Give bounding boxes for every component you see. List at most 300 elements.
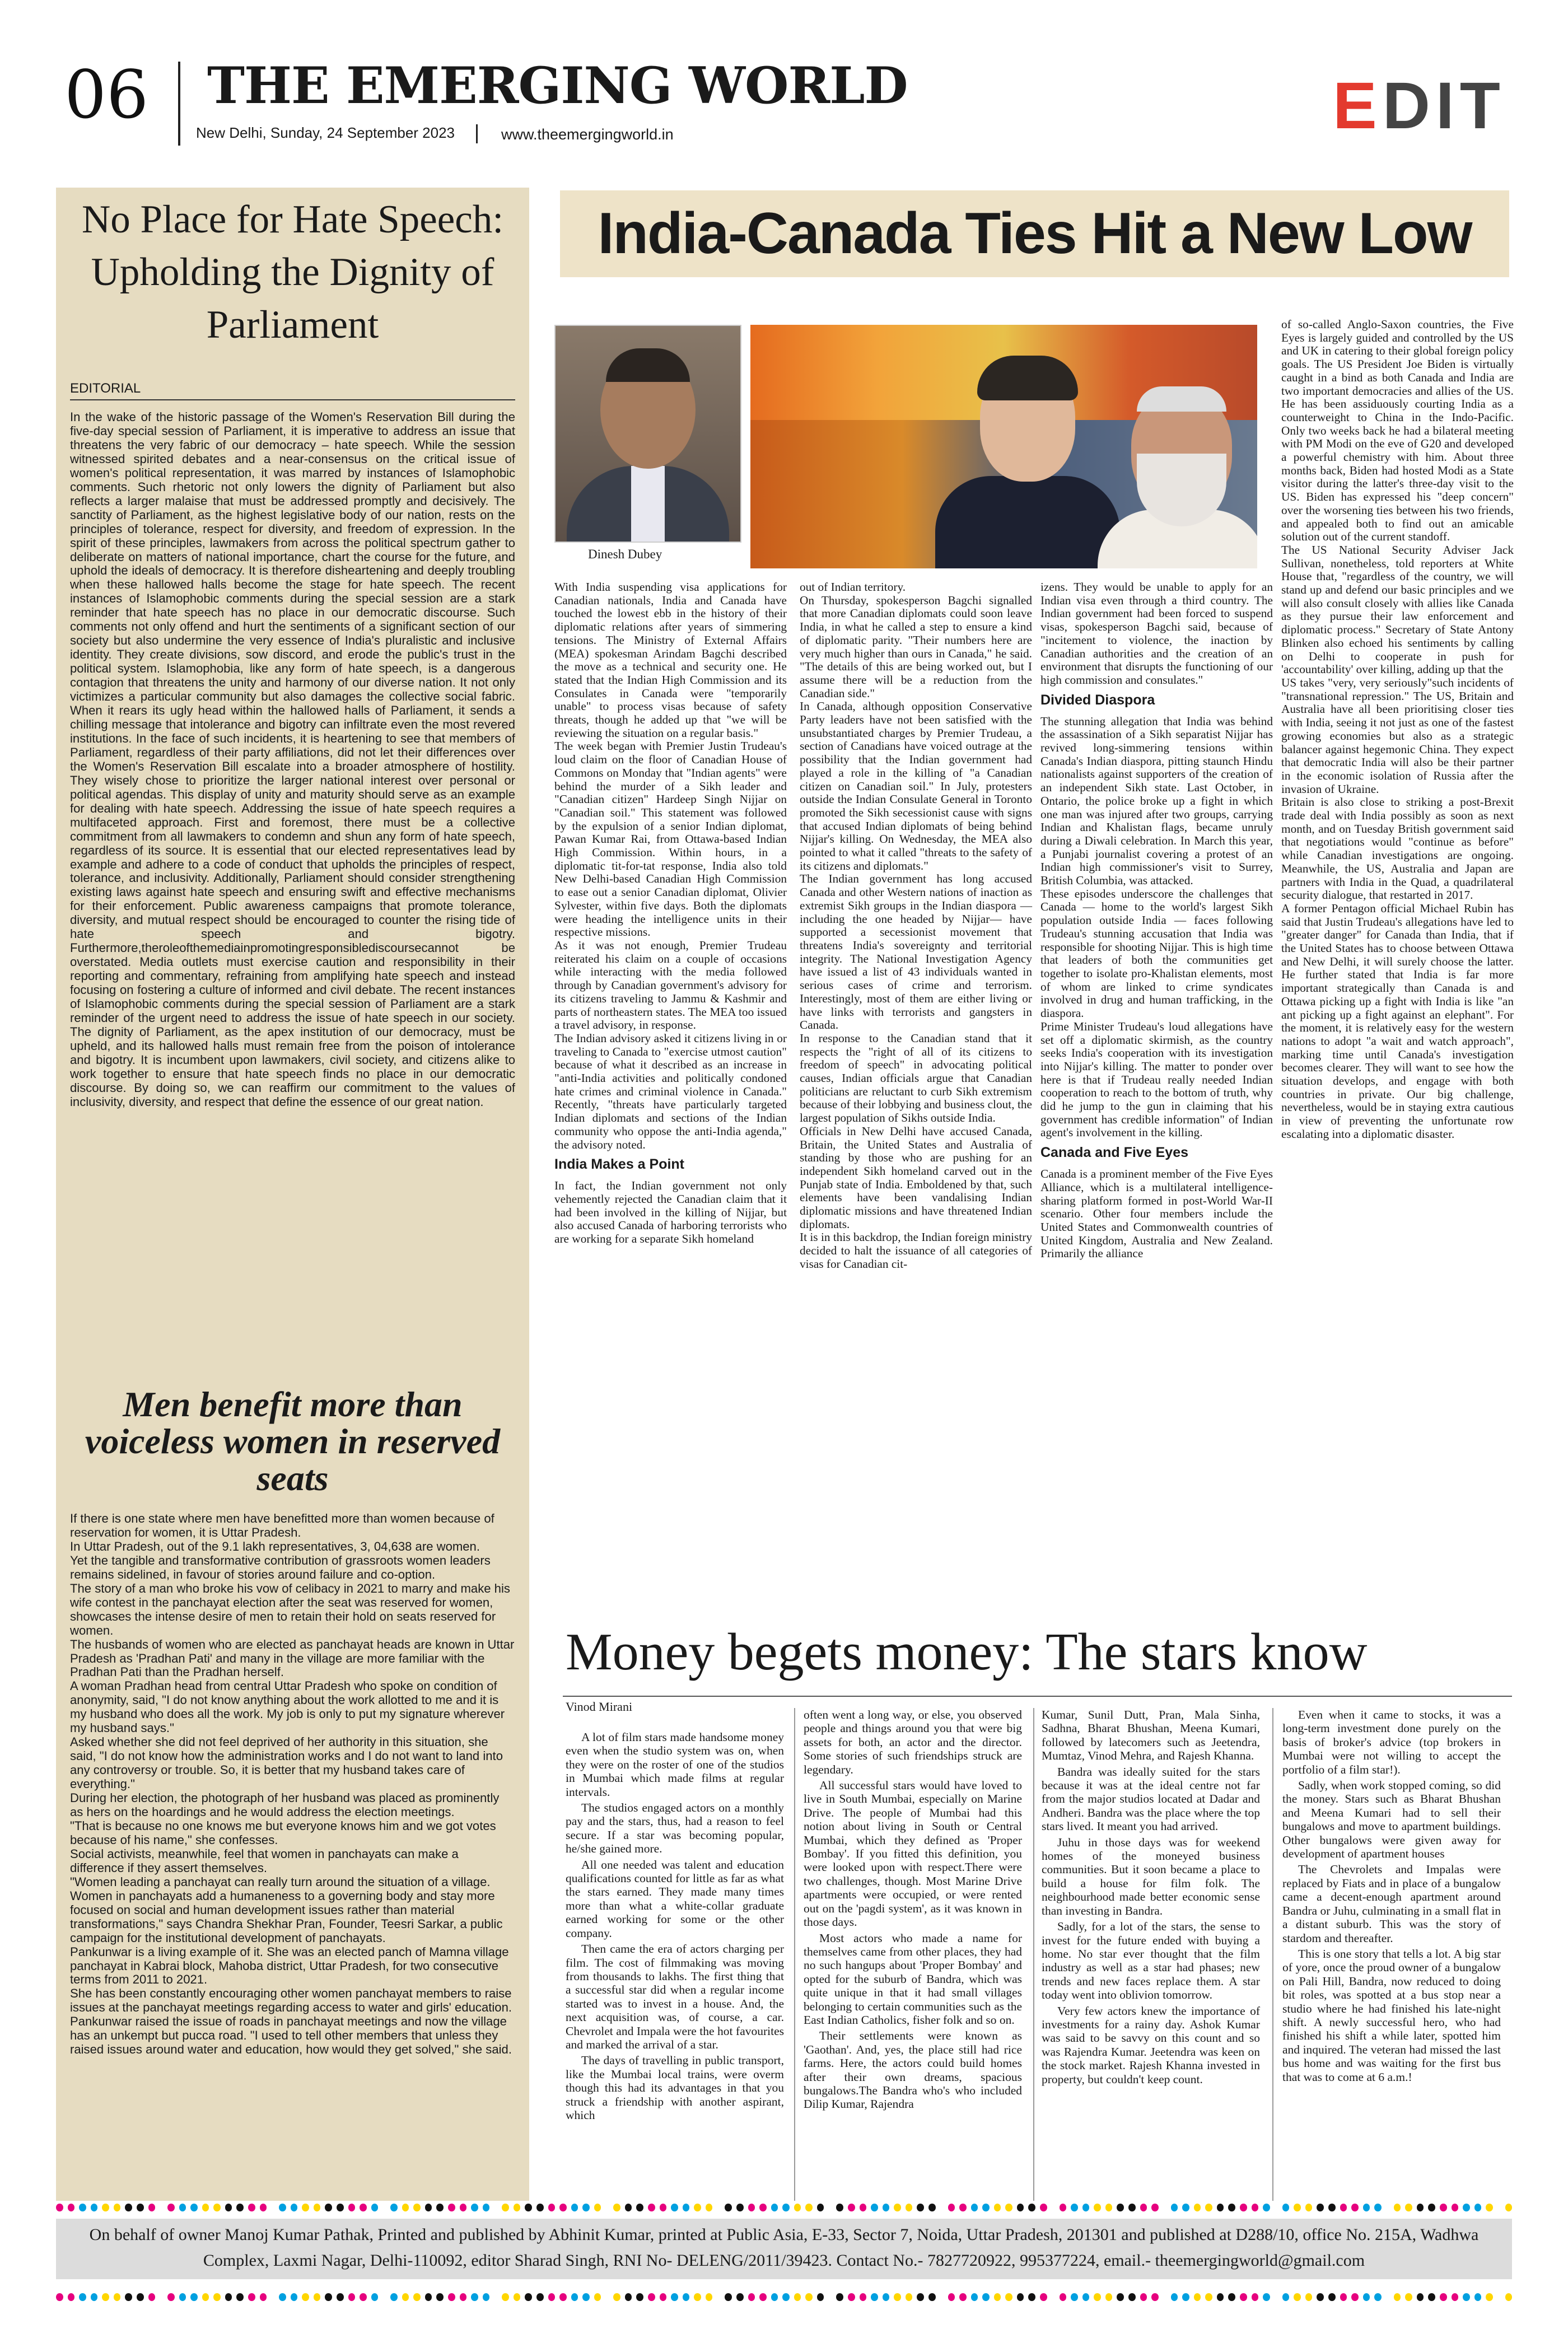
registration-dot bbox=[1474, 2204, 1482, 2211]
registration-dot bbox=[1351, 2204, 1359, 2211]
column-divider bbox=[1272, 1708, 1273, 2201]
registration-dot bbox=[1252, 2293, 1259, 2301]
registration-dot bbox=[514, 2204, 521, 2211]
registration-dot bbox=[1151, 2293, 1159, 2301]
registration-dot bbox=[1005, 2293, 1012, 2301]
registration-dot bbox=[1374, 2293, 1382, 2301]
registration-dot bbox=[1217, 2204, 1224, 2211]
registration-dot bbox=[1140, 2293, 1147, 2301]
registration-dot bbox=[436, 2204, 444, 2211]
money-byline: Vinod Mirani bbox=[566, 1700, 633, 1714]
registration-dot bbox=[660, 2204, 667, 2211]
registration-dot bbox=[948, 2204, 955, 2211]
paragraph: Sadly, for a lot of the stars, the sense to invest for the future ended with buying a home. No star ever thought that the film industry as well as a star had phases; new trends and new faces replace them. A star today went into oblivion tomorrow. bbox=[1042, 1920, 1260, 2002]
registration-dot bbox=[594, 2204, 601, 2211]
registration-dot bbox=[483, 2204, 490, 2211]
registration-dot bbox=[371, 2293, 379, 2301]
author-photo bbox=[554, 325, 741, 543]
registration-dot bbox=[1294, 2204, 1301, 2211]
registration-dot bbox=[1394, 2204, 1401, 2211]
paragraph: "That is because no one knows me but everyone knows him and we got votes because of his name," she confesses. bbox=[70, 1818, 496, 1847]
registration-dot bbox=[759, 2293, 767, 2301]
money-column-4 bbox=[1282, 1708, 1501, 2086]
section-label bbox=[1333, 69, 1506, 143]
registration-dot bbox=[360, 2293, 367, 2301]
registration-dot bbox=[1328, 2293, 1336, 2301]
registration-dot bbox=[1194, 2204, 1201, 2211]
registration-dot bbox=[1005, 2204, 1012, 2211]
registration-dot bbox=[1440, 2204, 1447, 2211]
imprint-text bbox=[73, 2222, 1495, 2274]
registration-dot bbox=[1328, 2204, 1336, 2211]
paragraph: Social activists, meanwhile, feel that women in panchayats can make a difference if they assert themselves. bbox=[70, 1846, 459, 1875]
registration-dot bbox=[337, 2204, 344, 2211]
registration-dot bbox=[748, 2293, 755, 2301]
registration-dot bbox=[582, 2293, 590, 2301]
registration-dot bbox=[1452, 2293, 1459, 2301]
registration-dot bbox=[1217, 2293, 1224, 2301]
paragraph: It is in this backdrop, the Indian foreign ministry decided to halt the issuance of all categories of visas for Canadian cit- bbox=[800, 1230, 1032, 1271]
paragraph: Pankunwar raised the issue of roads in panchayat meetings and now the village has an unkempt but pucca road. "I used to tell other members that unless they raised issues around water and education, how would they get solved," she said. bbox=[70, 2014, 512, 2057]
paragraph: The story of a man who broke his vow of celibacy in 2021 to marry and make his wife contest in the panchayat election after the seat was reserved for women, showcases the intense desire of men to retain their hold on seats reserved for women. bbox=[70, 1581, 510, 1637]
registration-dot bbox=[79, 2293, 86, 2301]
paragraph: Britain is also close to striking a post-Brexit trade deal with India possibly as soon as next month, and on Tuesday British government said that negotiations would "continue as before" while Canadian investigations are ongoing. Meanwhile, the US, Australia and Japan are partners with India in the Quad, a quadrilateral security dialogue, that restarted in 2017. bbox=[1281, 795, 1514, 902]
registration-dot bbox=[1205, 2204, 1212, 2211]
registration-dot bbox=[748, 2204, 755, 2211]
registration-dot bbox=[1282, 2204, 1290, 2211]
registration-dot bbox=[190, 2204, 198, 2211]
registration-dot bbox=[460, 2293, 467, 2301]
registration-dot bbox=[894, 2293, 901, 2301]
registration-dot bbox=[1252, 2204, 1259, 2211]
registration-dot bbox=[325, 2293, 332, 2301]
registration-dot bbox=[471, 2204, 478, 2211]
editorial-title: No Place for Hate Speech: Upholding the Dignity of Parliament bbox=[81, 198, 504, 347]
registration-dot bbox=[1194, 2293, 1201, 2301]
registration-dot bbox=[759, 2204, 767, 2211]
registration-dot bbox=[817, 2204, 824, 2211]
money-headline: Money begets money: The stars know bbox=[566, 1623, 1368, 1681]
registration-dot bbox=[928, 2293, 936, 2301]
registration-dot bbox=[1505, 2204, 1512, 2211]
registration-dot bbox=[1263, 2293, 1270, 2301]
paragraph: Their settlements were known as 'Gaothan'. And, yes, the place still had rice farms. Here, the actors could build homes after their own dreams, spacious bungalows.The Bandra who's who included Dilip Kumar, Rajendra bbox=[804, 2029, 1022, 2111]
registration-dot bbox=[860, 2204, 867, 2211]
money-column-1 bbox=[566, 1730, 784, 2124]
paragraph: Asked whether she did not feel deprived of her authority in this situation, she said, "I do not know how the administration works and I do not want to land into any controversy or trouble. So, it is better that my husband takes care of everything." bbox=[70, 1735, 503, 1791]
registration-dot bbox=[1294, 2293, 1301, 2301]
registration-dot bbox=[213, 2204, 221, 2211]
registration-dot bbox=[1474, 2293, 1482, 2301]
registration-dot bbox=[448, 2204, 455, 2211]
registration-dot bbox=[548, 2293, 556, 2301]
registration-dot bbox=[448, 2293, 455, 2301]
registration-dot bbox=[906, 2293, 913, 2301]
lead-column-4 bbox=[1281, 318, 1514, 1141]
paragraph: If there is one state where men have benefitted more than women because of reservation for women, it is Uttar Pradesh. bbox=[70, 1511, 494, 1539]
paragraph: In response to the Canadian stand that it respects the "right of all of its citizens to freedom of speech" in advocating political causes, Indian officials argue that Canadian politicians are reluctant to curb Sikh extremism because of their lobbying and business clout, the largest population of Sikhs outside India. bbox=[800, 1031, 1032, 1125]
paragraph: In fact, the Indian government not only vehemently rejected the Canadian claim that it had been involved in the killing of Nijjar, but also accused Canada of harboring terrorists who are working for a separate Sikh homeland bbox=[554, 1179, 787, 1246]
paragraph: The Chevrolets and Impalas were replaced by Fiats and in place of a bungalow came a decent-enough apartment around Bandra or Juhu, culminating in a small flat in a distant suburb. This was the story of stardom and thereafter. bbox=[1282, 1863, 1501, 1945]
registration-dot bbox=[771, 2293, 778, 2301]
paragraph: A woman Pradhan head from central Uttar Pradesh who spoke on condition of anonymity, said, "I do not know anything about the work allotted to me and it is my husband who does all the work. My job is only to put my signature wherever my husband says." bbox=[70, 1679, 505, 1735]
lead-column-2 bbox=[800, 581, 1032, 1271]
registration-dot bbox=[1071, 2293, 1078, 2301]
registration-dot bbox=[805, 2204, 813, 2211]
registration-dot bbox=[137, 2293, 144, 2301]
registration-dot bbox=[1094, 2293, 1101, 2301]
section-label-first-letter: E bbox=[1333, 69, 1383, 143]
registration-dot bbox=[125, 2293, 132, 2301]
registration-dot bbox=[1363, 2293, 1370, 2301]
registration-dot bbox=[371, 2204, 379, 2211]
registration-dot bbox=[248, 2293, 255, 2301]
registration-dot bbox=[279, 2293, 286, 2301]
registration-dots-bottom bbox=[56, 2293, 1512, 2303]
paragraph: In Uttar Pradesh, out of the 9.1 lakh representatives, 3, 04,638 are women. bbox=[70, 1539, 480, 1553]
paragraph: The Indian advisory asked it citizens living in or traveling to Canada to "exercise utmost caution" because of what it described as an increase in "anti-India activities and politically condoned hate crimes and criminal violence in Canada." Recently, "threats have particularly targeted Indian diplomats and sections of the Indian community who oppose the anti-India agenda," the advisory noted. bbox=[554, 1031, 787, 1151]
registration-dot bbox=[279, 2204, 286, 2211]
imprint-line-2: Complex, Laxmi Nagar, Delhi-110092, editor Sharad Singh, RNI No- DELENG/2011/39423. Contact No.- 7827720922, 995377224, email.- theemergingworld@gmail.com bbox=[203, 2251, 1365, 2270]
registration-dot bbox=[636, 2204, 643, 2211]
registration-dot bbox=[471, 2293, 478, 2301]
registration-dot bbox=[782, 2293, 790, 2301]
registration-dot bbox=[836, 2293, 843, 2301]
registration-dot bbox=[636, 2293, 643, 2301]
registration-dot bbox=[625, 2293, 632, 2301]
registration-dot bbox=[1374, 2204, 1382, 2211]
registration-dot bbox=[360, 2204, 367, 2211]
registration-dot bbox=[102, 2204, 109, 2211]
paragraph: Most actors who made a name for themselves came from other places, they had no such hangups about 'Proper Bombay' and opted for the suburb of Bandra, which was quite unique in that it had small villages belonging to certain communities such as the East Indian Catholics, fisher folk and so on. bbox=[804, 1931, 1022, 2027]
registration-dot bbox=[706, 2204, 713, 2211]
registration-dot bbox=[725, 2293, 732, 2301]
registration-dot bbox=[1317, 2204, 1324, 2211]
registration-dot bbox=[1240, 2204, 1247, 2211]
registration-dot bbox=[1151, 2204, 1159, 2211]
paragraph: The husbands of women who are elected as panchayat heads are known in Uttar Pradesh as 'Pradhan Pati' and many in the village are more familiar with the Pradhan Pati than the Pradhan herself. bbox=[70, 1637, 515, 1679]
registration-dot bbox=[1340, 2204, 1347, 2211]
paragraph: In Canada, although opposition Conservative Party leaders have not been satisfied with the unsubstantiated charges by Premier Trudeau, a section of Canadians have voiced outrage at the possibility that the Indian government had played a role in the killing of "a Canadian citizen on Canadian soil." In July, protesters outside the Indian Consulate General in Toronto promoted the Sikh secessionist cause with signs that accused Indian diplomats of being behind Nijjar's killing. On Wednesday, the MEA also pointed to what it called "threats to the safety of its citizens and diplomats." bbox=[800, 699, 1032, 872]
money-column-3 bbox=[1042, 1708, 1260, 2088]
registration-dot bbox=[1140, 2204, 1147, 2211]
registration-dot bbox=[148, 2293, 156, 2301]
registration-dot bbox=[314, 2204, 321, 2211]
registration-dot bbox=[883, 2204, 890, 2211]
registration-dot bbox=[260, 2204, 267, 2211]
registration-dot bbox=[771, 2204, 778, 2211]
paragraph: Officials in New Delhi have accused Canada, Britain, the United States and Australia of standing by those who are pushing for an independent Sikh homeland carved out in the Punjab state of India. Emboldened by that, such elements have been vandalising Indian diplomatic missions and have threatened Indian diplomats. bbox=[800, 1124, 1032, 1231]
paragraph: US takes "very, very seriously"such incidents of "transnational repression." The US, Britain and Australia have all been prioritising closer ties with India, seeing it not just as one of the fastest growing economies but also as a strategic balancer against hegemonic China. They expect that democratic India will also be their partner in the economic isolation of Russia after the invasion of Ukraine. bbox=[1281, 675, 1514, 796]
money-rule bbox=[563, 1696, 1512, 1697]
registration-dot bbox=[1071, 2204, 1078, 2211]
registration-dot bbox=[736, 2293, 744, 2301]
registration-dot bbox=[402, 2204, 409, 2211]
registration-dot bbox=[1240, 2293, 1247, 2301]
registration-dot bbox=[302, 2204, 309, 2211]
registration-dot bbox=[114, 2293, 121, 2301]
paragraph: Very few actors knew the importance of investments for a rainy day. Ashok Kumar was said to be savvy on this count and so was Rajendra Kumar. Jeetendra was keen on the stock market. Rajesh Khanna invested in property, but couldn't keep count. bbox=[1042, 2004, 1260, 2086]
registration-dot bbox=[694, 2293, 701, 2301]
paragraph: Prime Minister Trudeau's loud allegations have set off a diplomatic skirmish, as the country seeks India's cooperation with its investigation into Nijjar's killing. The matter to ponder over here is that if Trudeau really needed Indian cooperation to reach to the bottom of truth, why did he jump to the gun in claiming that his government has credible information" of Indian agent's involvement in the killing. bbox=[1040, 1019, 1273, 1140]
registration-dot bbox=[871, 2293, 878, 2301]
money-column-2 bbox=[804, 1708, 1022, 2113]
registration-dot bbox=[906, 2204, 913, 2211]
registration-dot bbox=[959, 2293, 967, 2301]
registration-dot bbox=[390, 2293, 398, 2301]
registration-dot bbox=[425, 2204, 432, 2211]
registration-dot bbox=[91, 2204, 98, 2211]
registration-dot bbox=[1182, 2293, 1189, 2301]
paragraph: Canada is a prominent member of the Five Eyes Alliance, which is a multilateral intelligence-sharing platform formed in post-World War-II scenario. Other four members include the United States and Commonwealth countries of United Kingdom, Australia and New Zealand. Primarily the alliance bbox=[1040, 1167, 1273, 1261]
registration-dot bbox=[525, 2293, 532, 2301]
registration-dot bbox=[1128, 2204, 1136, 2211]
registration-dot bbox=[536, 2204, 544, 2211]
registration-dot bbox=[836, 2204, 843, 2211]
lead-photo bbox=[750, 325, 1257, 568]
registration-dot bbox=[671, 2293, 678, 2301]
registration-dot bbox=[1363, 2204, 1370, 2211]
registration-dot bbox=[236, 2293, 244, 2301]
paragraph: Then came the era of actors charging per film. The cost of filmmaking was moving from thousands to lakhs. The first thing that a successful star did when a regular income started was to invest in a house. And, the next acquisition was, of course, a car. Chevrolet and Impala were the hot favourites and marked the arrival of a star. bbox=[566, 1942, 784, 2051]
registration-dot bbox=[894, 2204, 901, 2211]
registration-dot bbox=[917, 2293, 924, 2301]
paragraph: often went a long way, or else, you observed people and things around you that were big assets for both, an actor and the director. Some stories of such friendships struck are legendary. bbox=[804, 1708, 1022, 1776]
registration-dot bbox=[706, 2293, 713, 2301]
registration-dot bbox=[871, 2204, 878, 2211]
registration-dot bbox=[1417, 2204, 1424, 2211]
registration-dot bbox=[1417, 2293, 1424, 2301]
subhead: Divided Diaspora bbox=[1040, 692, 1155, 708]
registration-dot bbox=[1117, 2293, 1124, 2301]
subhead: India Makes a Point bbox=[554, 1156, 685, 1173]
registration-dot bbox=[167, 2293, 175, 2301]
registration-dot bbox=[971, 2204, 978, 2211]
editorial-label: EDITORIAL bbox=[70, 381, 141, 396]
registration-dot bbox=[260, 2293, 267, 2301]
registration-dot bbox=[1105, 2293, 1113, 2301]
registration-dot bbox=[1028, 2293, 1035, 2301]
masthead: THE EMERGING WORLD bbox=[207, 56, 908, 115]
registration-dot bbox=[660, 2293, 667, 2301]
registration-dot bbox=[248, 2204, 255, 2211]
registration-dot bbox=[91, 2293, 98, 2301]
paragraph: The week began with Premier Justin Trudeau's loud claim on the floor of Canadian House of Commons on Monday that "Indian agents" were behind the murder of a Sikh leader and "Canadian citizen" Hardeep Singh Nijjar on "Canadian soil." This statement was followed by the expulsion of a senior Indian diplomat, Pawan Kumar Rai, from Ottawa-based Indian High Commission. Within hours, in a diplomatic tit-for-tat response, India also told New Delhi-based Canadian High Commission to ease out a senior Canadian diplomat, Olivier Sylvester, within five days. Both the diplomats were heading the intelligence units in their respective missions. bbox=[554, 739, 787, 939]
registration-dot bbox=[613, 2293, 620, 2301]
registration-dot bbox=[982, 2204, 990, 2211]
registration-dot bbox=[848, 2293, 855, 2301]
registration-dot bbox=[948, 2293, 955, 2301]
paragraph: The days of travelling in public transport, like the Mumbai local trains, were overm though this had its advantages in that you struck a friendship with another aspirant, which bbox=[566, 2054, 784, 2122]
registration-dot bbox=[483, 2293, 490, 2301]
registration-dot bbox=[648, 2293, 655, 2301]
registration-dot bbox=[559, 2293, 567, 2301]
registration-dot bbox=[1463, 2293, 1470, 2301]
registration-dot bbox=[782, 2204, 790, 2211]
dateline-divider bbox=[476, 124, 478, 143]
paragraph: Kumar, Sunil Dutt, Pran, Mala Sinha, Sadhna, Bharat Bhushan, Meena Kumari, followed by latecomers such as Jeetendra, Mumtaz, Vinod Mehra, and Rajesh Khanna. bbox=[1042, 1708, 1260, 1763]
editorial-body: In the wake of the historic passage of the Women's Reservation Bill during the five-day special session of Parliament, it is imperative to address an issue that threatens the very fabric of our democracy – hate speech. While the session witnessed spirited debates and a near-consensus on the critical issue of women's political representation, it was marred by instances of Islamophobic comments. Such rhetoric not only lowers the dignity of Parliament but also reflects a larger malaise that must be addressed promptly and decisively. The sanctity of Parliament, as the highest legislative body of our nation, rests on the principles of tolerance, respect for diversity, and freedom of expression. In the spirit of these principles, lawmakers from across the political spectrum gather to deliberate on matters of national importance, chart the course for the future, and uphold the ideals of democracy. It is therefore disheartening and deeply troubling when these hallowed halls become the stage for hate speech. The recent instances of Islamophobic comments during the special session are a stark reminder that hate speech has no place in our democratic discourse. Such comments not only offend and hurt the sentiments of a significant section of our society but also undermine the very essence of India's pluralistic and inclusive identity. They create divisions, sow discord, and erode the public's trust in the political system. Islamophobia, like any form of hate speech, is a dangerous contagion that threatens the unity and harmony of our diverse nation. It not only victimizes a particular community but also damages the collective social fabric. When it rears its ugly head within the hallowed halls of Parliament, it sends a chilling message that intolerance and bigotry can infiltrate even the most revered institutions. In the face of such incidents, it is heartening to see that members of Parliament, regardless of their party affiliations, did not let their differences over the Women's Reservation Bill escalate into a broader atmosphere of hostility. They wisely chose to prioritize the larger national interest over personal or political agendas. This display of unity and maturity should serve as an example for dealing with hate speech. Addressing the issue of hate speech requires a multifaceted approach. First and foremost, there must be a collective commitment from all lawmakers to condemn and shun any form of hate speech, regardless of its source. It is essential that our elected representatives lead by example and adhere to a code of conduct that upholds the principles of respect, tolerance, and inclusivity. Additionally, Parliament should consider strengthening existing laws against hate speech and ensuring swift and effective mechanisms for their enforcement. Public awareness campaigns that promote tolerance, diversity, and mutual respect should be encouraged to counter the rising tide of hate speech and bigotry. Furthermore,theroleofthemediainpromotingresponsiblediscoursecannot be overstated. Media outlets must exercise caution and responsibility in their reporting and commentary, refraining from amplifying hate speech and instead focusing on fostering a culture of informed and civil debate. The recent instances of Islamophobic comments during the special session of Parliament are a stark reminder of the urgent need to address the issue of hate speech in our society. The dignity of Parliament, as the apex institution of our democracy, must be upheld, and its hallowed halls must remain free from the poison of intolerance and bigotry. It is incumbent upon lawmakers, civil society, and citizens alike to work together to ensure that hate speech finds no place in our democratic discourse. By doing so, we can reaffirm our commitment to the values of inclusivity, diversity, and respect that define the essence of our great nation. bbox=[70, 410, 515, 1109]
paragraph: As it was not enough, Premier Trudeau reiterated his claim on a couple of occasions while interacting with the media followed through by Canadian government's advisory for its citizens traveling to Jammu & Kashmir and parts of northeastern states. The MEA too issued a travel advisory, in response. bbox=[554, 938, 787, 1032]
registration-dot bbox=[1486, 2293, 1493, 2301]
registration-dot bbox=[68, 2204, 75, 2211]
registration-dot bbox=[594, 2293, 601, 2301]
registration-dot bbox=[1317, 2293, 1324, 2301]
column-divider bbox=[794, 1708, 795, 2201]
registration-dot bbox=[179, 2293, 186, 2301]
registration-dot bbox=[337, 2293, 344, 2301]
paragraph: The stunning allegation that India was behind the assassination of a Sikh separatist Nijjar has revived long-simmering tensions within Canada's Indian diaspora, pitting staunch Hindu nationalists against supporters of the creation of an independent Sikh state. Last October, in Ontario, the police broke up a fight in which one man was injured after two groups, carrying Indian and Khalistan flags, became unruly during a Diwali celebration. In March this year, a Punjabi journalist covering a protest of an Indian high commissioner's visit to Surrey, British Columbia, was attacked. bbox=[1040, 714, 1273, 888]
registration-dot bbox=[1082, 2293, 1090, 2301]
registration-dot bbox=[190, 2293, 198, 2301]
registration-dot bbox=[994, 2293, 1001, 2301]
registration-dot bbox=[202, 2293, 209, 2301]
paragraph: She has been constantly encouraging other women panchayat members to raise issues at the panchayat meetings regarding access to water and girls' education. bbox=[70, 1986, 512, 2015]
registration-dot bbox=[1463, 2204, 1470, 2211]
registration-dot bbox=[1060, 2293, 1067, 2301]
registration-dot bbox=[1171, 2293, 1178, 2301]
registration-dot bbox=[236, 2204, 244, 2211]
registration-dot bbox=[390, 2204, 398, 2211]
registration-dot bbox=[348, 2204, 356, 2211]
paragraph: This is one story that tells a lot. A big star of yore, once the proud owner of a bungalow on Pali Hill, Bandra, now reduced to doing bit roles, was spotted at a bus stop near a studio where he had finished his late-night shift. A newly successful hero, who had finished his shift a while later, spotted him and inquired. The veteran had missed the last bus home and was waiting for the first bus that was to come at 6 a.m.! bbox=[1282, 1947, 1501, 2084]
registration-dot bbox=[1171, 2204, 1178, 2211]
registration-dot bbox=[425, 2293, 432, 2301]
page-number: 06 bbox=[64, 56, 149, 133]
paragraph: Sadly, when work stopped coming, so did the money. Stars such as Bharat Bhushan and Meena Kumari had to sell their bungalows and move to apartment buildings. Other bungalows were given away for development of apartment houses bbox=[1282, 1779, 1501, 1861]
registration-dot bbox=[1228, 2293, 1235, 2301]
paragraph: These episodes underscore the challenges that Canada — home to the world's largest Sikh population outside India — faces following Trudeau's stunning accusation that India was responsible for shooting Nijjar. This is high time that leaders of both the communities get together to isolate pro-Khalistan elements, most of whom are linked to crime syndicates involved in drug and human trafficking, in the diaspora. bbox=[1040, 886, 1273, 1020]
paragraph: Yet the tangible and transformative contribution of grassroots women leaders remains sidelined, in favour of stories around failure and co-option. bbox=[70, 1553, 491, 1581]
subhead: Canada and Five Eyes bbox=[1040, 1145, 1189, 1161]
paragraph: of so-called Anglo-Saxon countries, the Five Eyes is largely guided and controlled by the US and UK in catering to their global foreign policy goals. The US President Joe Biden is virtually caught in a bind as both Canada and India are two important democracies and allies of the US. He has been assiduously courting India as a counterweight to China in the Indo-Pacific. Only two weeks back he had a bilateral meeting with PM Modi on the eve of G20 and developed a powerful chemistry with him. About three months back, Biden had hosted Modi as a State visitor during the latter's three-day visit to the US. Biden has expressed his "deep concern" over the worsening ties between his two friends, and appealed both to find out an amicable solution out of the current standoff. bbox=[1281, 318, 1514, 544]
author-byline: Dinesh Dubey bbox=[588, 547, 662, 561]
registration-dot bbox=[1040, 2204, 1047, 2211]
registration-dot bbox=[225, 2204, 232, 2211]
registration-dot bbox=[725, 2204, 732, 2211]
registration-dot bbox=[1428, 2204, 1435, 2211]
paragraph: "Women leading a panchayat can really turn around the situation of a village. Women in panchayats add a humaneness to a governing body and stay more focused on social and human development issues rather than material transformations," says Chandra Shekhar Pran, Founder, Teesri Sarkar, a public campaign for the institutional development of panchayats. bbox=[70, 1874, 503, 1945]
registration-dot bbox=[525, 2204, 532, 2211]
registration-dot bbox=[68, 2293, 75, 2301]
paragraph: The Indian government has long accused Canada and other Western nations of inaction as extremist Sikh groups in the Indian diaspora — including the one headed by Nijjar— have supported a secessionist movement that threatens India's sovereignty and territorial integrity. The National Investigation Agency have issued a list of 43 individuals wanted in serious cases of crime and terrorism. Interestingly, most of them are either living or have links with terrorists and gangsters in Canada. bbox=[800, 872, 1032, 1032]
paragraph: A lot of film stars made handsome money even when the studio system was on, when they were on the roster of one of the studios in Mumbai which made films at regular intervals. bbox=[566, 1730, 784, 1799]
registration-dot bbox=[514, 2293, 521, 2301]
registration-dot bbox=[1128, 2293, 1136, 2301]
lead-column-3 bbox=[1040, 581, 1273, 1261]
registration-dot bbox=[502, 2204, 509, 2211]
registration-dot bbox=[137, 2204, 144, 2211]
paragraph: Bandra was ideally suited for the stars because it was at the ideal centre not far from the major studios located at Dadar and Andheri. Bandra was the place where the top stars lived. It meant you had arrived. bbox=[1042, 1765, 1260, 1833]
paragraph: During her election, the photograph of her husband was placed as prominently as hers on the hoardings and he would address the election meetings. bbox=[70, 1791, 500, 1819]
registration-dot bbox=[982, 2293, 990, 2301]
registration-dot bbox=[1428, 2293, 1435, 2301]
imprint-line-1: On behalf of owner Manoj Kumar Pathak, Printed and published by Abhinit Kumar, printed at Public Asia, E-33, Sector 7, Noida, Uttar Pradesh, 201301 and published at D288/10, office No. 215A, Wadhwa bbox=[89, 2225, 1479, 2244]
second-story-title: Men benefit more than voiceless women in reserved seats bbox=[85, 1384, 501, 1498]
paragraph: izens. They would be unable to apply for an Indian visa even through a third country. The Indian government had been forced to suspend visas, spokesperson Bagchi said, because of "incitement to violence, the inaction by Canadian authorities and the creation of an environment that disrupts the functioning of our high commission and consulates." bbox=[1040, 580, 1273, 687]
registration-dot bbox=[79, 2204, 86, 2211]
registration-dot bbox=[648, 2204, 655, 2211]
registration-dot bbox=[402, 2293, 409, 2301]
registration-dot bbox=[1405, 2293, 1412, 2301]
registration-dot bbox=[460, 2204, 467, 2211]
registration-dot bbox=[1452, 2204, 1459, 2211]
registration-dot bbox=[225, 2293, 232, 2301]
registration-dot bbox=[794, 2204, 801, 2211]
registration-dot bbox=[917, 2204, 924, 2211]
registration-dot bbox=[571, 2293, 578, 2301]
registration-dot bbox=[291, 2204, 298, 2211]
registration-dot bbox=[1305, 2293, 1313, 2301]
second-story-body bbox=[70, 1512, 515, 2057]
registration-dot bbox=[971, 2293, 978, 2301]
registration-dot bbox=[102, 2293, 109, 2301]
registration-dot bbox=[202, 2204, 209, 2211]
registration-dot bbox=[1105, 2204, 1113, 2211]
registration-dot bbox=[325, 2204, 332, 2211]
paragraph: All one needed was talent and education qualifications counted for little as far as what the stars earned. They made many times more than what a white-collar graduate earned working for some or the other company. bbox=[566, 1858, 784, 1940]
registration-dot bbox=[413, 2293, 421, 2301]
registration-dot bbox=[1182, 2204, 1189, 2211]
lead-column-1 bbox=[554, 581, 787, 1246]
registration-dot bbox=[671, 2204, 678, 2211]
registration-dot bbox=[167, 2204, 175, 2211]
registration-dot bbox=[1486, 2204, 1493, 2211]
registration-dot bbox=[548, 2204, 556, 2211]
registration-dot bbox=[148, 2204, 156, 2211]
registration-dot bbox=[1405, 2204, 1412, 2211]
registration-dot bbox=[1205, 2293, 1212, 2301]
registration-dot bbox=[817, 2293, 824, 2301]
registration-dot bbox=[994, 2204, 1001, 2211]
registration-dot bbox=[625, 2204, 632, 2211]
lead-headline: India-Canada Ties Hit a New Low bbox=[598, 201, 1472, 266]
registration-dot bbox=[694, 2204, 701, 2211]
registration-dot bbox=[582, 2204, 590, 2211]
registration-dot bbox=[794, 2293, 801, 2301]
registration-dot bbox=[571, 2204, 578, 2211]
registration-dot bbox=[179, 2204, 186, 2211]
registration-dot bbox=[413, 2204, 421, 2211]
paragraph: out of Indian territory. bbox=[800, 580, 906, 594]
registration-dot bbox=[613, 2204, 620, 2211]
registration-dot bbox=[1017, 2293, 1024, 2301]
paragraph: Even when it came to stocks, it was a long-term investment done purely on the basis of broker's advice (top brokers in Mumbai were not willing to accept the portfolio of a film star!). bbox=[1282, 1708, 1501, 1776]
registration-dot bbox=[114, 2204, 121, 2211]
masthead-divider bbox=[178, 62, 180, 146]
registration-dot bbox=[860, 2293, 867, 2301]
registration-dot bbox=[56, 2204, 63, 2211]
paragraph: A former Pentagon official Michael Rubin has said that Justin Trudeau's allegations have led to "greater danger" for Canada than India, that if the United States has to choose between Ottawa and New Delhi, it will surely choose the latter. He further stated that India is far more important strategically than Canada is and Ottawa picking up a fight with India is like "an ant picking up a fight against an elephant". For the moment, it is relatively easy for the western nations to adopt "a wait and watch approach", marking time until Canada's investigation becomes clearer. They will want to see how the situation develops, and engage with both countries in private. Our big challenge, nevertheless, would be in staying extra cautious in view of preventing the unfortunate row escalating into a diplomatic disaster. bbox=[1281, 901, 1514, 1141]
website-link[interactable]: www.theemergingworld.in bbox=[501, 126, 674, 143]
column-divider bbox=[1033, 1708, 1034, 2201]
registration-dot bbox=[1282, 2293, 1290, 2301]
registration-dot bbox=[1017, 2204, 1024, 2211]
registration-dot bbox=[1263, 2204, 1270, 2211]
registration-dot bbox=[314, 2293, 321, 2301]
registration-dot bbox=[125, 2204, 132, 2211]
registration-dot bbox=[436, 2293, 444, 2301]
paragraph: The US National Security Adviser Jack Sullivan, nonetheless, told reporters at White House that, "regardless of the country, we will stand up and defend our basic principles and we will also consult closely with allies like Canada as they pursue their law enforcement and diplomatic process." Secretary of State Antony Blinken also echoed his sentiments by calling on Delhi to cooperate in push for 'accountability' over killing, adding up that the bbox=[1281, 543, 1514, 676]
registration-dot bbox=[928, 2204, 936, 2211]
registration-dot bbox=[1351, 2293, 1359, 2301]
registration-dots-top bbox=[56, 2204, 1512, 2214]
registration-dot bbox=[502, 2293, 509, 2301]
paragraph: All successful stars would have loved to live in South Mumbai, especially on Marine Drive. The people of Mumbai had this notion about living in South or Central Mumbai, which they defined as 'Proper Bombay'. If you fitted this definition, you were looked upon with respect.There were two challenges, though. Most Marine Drive apartments were occupied, or were rented out on the 'pagdi system', as it was known in those days. bbox=[804, 1779, 1022, 1929]
registration-dot bbox=[1082, 2204, 1090, 2211]
registration-dot bbox=[536, 2293, 544, 2301]
registration-dot bbox=[848, 2204, 855, 2211]
